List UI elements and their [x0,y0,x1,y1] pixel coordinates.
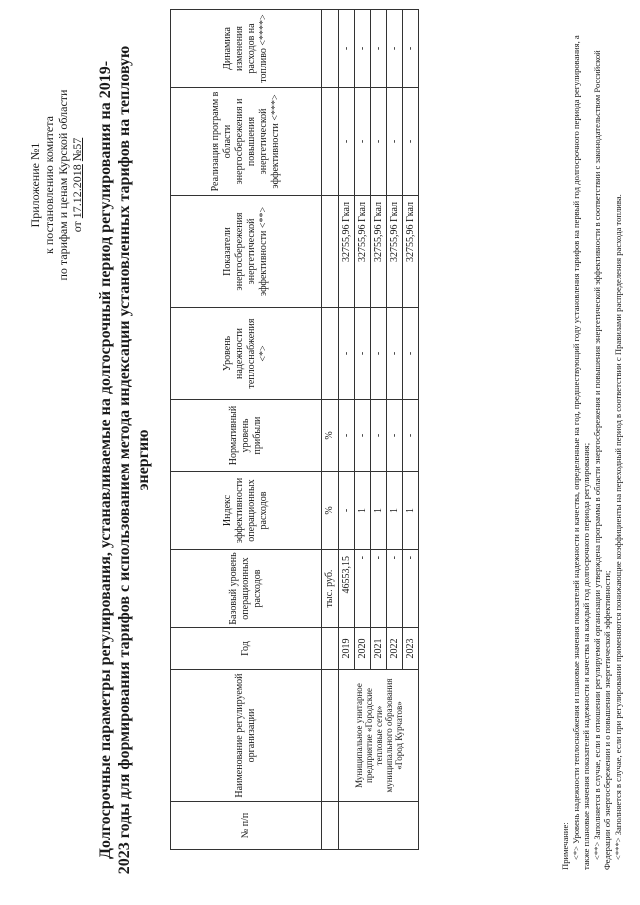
reliability-cell: - [387,308,403,400]
fuel-cell: - [339,10,355,88]
base-cost-cell: - [355,550,371,628]
energy-cell: 32755,96 Гкал [387,196,403,308]
appendix-date-prefix: от [70,221,84,233]
profit-cell: - [403,400,419,472]
appendix-number: №57 [70,137,84,162]
parameters-table [170,9,419,850]
appendix-line2: к постановлению комитета [42,116,56,254]
reliability-cell: - [403,308,419,400]
efficiency-index-cell: 1 [403,472,419,550]
unit-cell [322,10,339,88]
year-cell: 2020 [355,628,371,670]
efficiency-index-cell: 1 [371,472,387,550]
energy-cell: 32755,96 Гкал [403,196,419,308]
notes-heading: Примечание: [560,822,570,870]
program-cell: - [355,88,371,196]
base-cost-cell: - [371,550,387,628]
notes-block [560,20,623,870]
header-cell: Динамика изменения расходов на топливо <****> [171,10,322,88]
header-cell: № п/п [171,802,322,850]
appendix-line3: по тарифам и ценам Курской области [56,89,70,281]
program-cell: - [371,88,387,196]
year-cell: 2022 [387,628,403,670]
appendix-date-line [70,70,84,300]
unit-cell [322,88,339,196]
organization-name: Муниципальное унитарное предприятие «Городские тепловые сети» муниципального образования «Город Курчатов» [339,670,419,802]
fuel-cell: - [387,10,403,88]
unit-cell [322,628,339,670]
reliability-cell: - [371,308,387,400]
year-cell: 2019 [339,628,355,670]
table-row [339,10,355,850]
header-cell: Наименование регулируемой организации [171,670,322,802]
year-cell: 2021 [371,628,387,670]
unit-cell [322,670,339,802]
profit-cell: - [387,400,403,472]
header-row [171,10,322,850]
header-cell: Показатели энергосбережения энергетической эффективности <**> [171,196,322,308]
energy-cell: 32755,96 Гкал [371,196,387,308]
appendix-date: 17.12.2018 [70,164,84,219]
reliability-cell: - [339,308,355,400]
unit-cell: % [322,472,339,550]
program-cell: - [339,88,355,196]
header-cell: Год [171,628,322,670]
document-title: Долгосрочные параметры регулирования, устанавливаемые на долгосрочный период регулирования на 2019-2023 годы для формирования тарифов с использованием метода индексации установленных тарифов на тепловую энергию [97,45,152,875]
row-number-cell [339,802,419,850]
profit-cell: - [355,400,371,472]
fuel-cell: - [371,10,387,88]
program-cell: - [387,88,403,196]
unit-cell: % [322,400,339,472]
year-cell: 2023 [403,628,419,670]
units-row [322,10,339,850]
base-cost-cell: 46553,15 [339,550,355,628]
efficiency-index-cell: - [339,472,355,550]
unit-cell: тыс. руб. [322,550,339,628]
header-cell: Индекс эффективности операционных расходов [171,472,322,550]
efficiency-index-cell: 1 [387,472,403,550]
fuel-cell: - [355,10,371,88]
energy-cell: 32755,96 Гкал [339,196,355,308]
unit-cell [322,802,339,850]
profit-cell: - [371,400,387,472]
reliability-cell: - [355,308,371,400]
fuel-cell: - [403,10,419,88]
unit-cell [322,308,339,400]
energy-cell: 32755,96 Гкал [355,196,371,308]
profit-cell: - [339,400,355,472]
appendix-block [28,70,84,300]
program-cell: - [403,88,419,196]
note-3: <***> Заполняется в случае, если при регулировании применяются понижающие коэффициенты на переходный период в соответствии с Правилами распределения расхода топлива. [612,194,623,860]
note-2: <**> Заполняется в случае, если в отношении регулируемой организации утверждена программа в области энергосбережения и повышения энергетической эффективности в соответствии с законодательством Российской Федерации об энергосбережении и о повышении энергетической эффективности; [591,50,612,870]
base-cost-cell: - [403,550,419,628]
base-cost-cell: - [387,550,403,628]
header-cell: Уровень надежности теплоснабжения <*> [171,308,322,400]
appendix-line1: Приложение №1 [28,142,42,228]
header-cell: Нормативный уровень прибыли [171,400,322,472]
note-1: <*> Уровень надежности теплоснабжения и плановые значения показателей надежности и качества, определенные на год, предшествующий году установления тарифов на первый год долгосрочного периода регулирования, а также плановые значения показателей надежности и качества на каждый год долгосрочного периода регулирования; [570,35,591,870]
header-cell: Базовый уровень операционных расходов [171,550,322,628]
unit-cell [322,196,339,308]
header-cell: Реализация программ в области энергосбережения и повышения энергетической эффективности <***> [171,88,322,196]
efficiency-index-cell: 1 [355,472,371,550]
